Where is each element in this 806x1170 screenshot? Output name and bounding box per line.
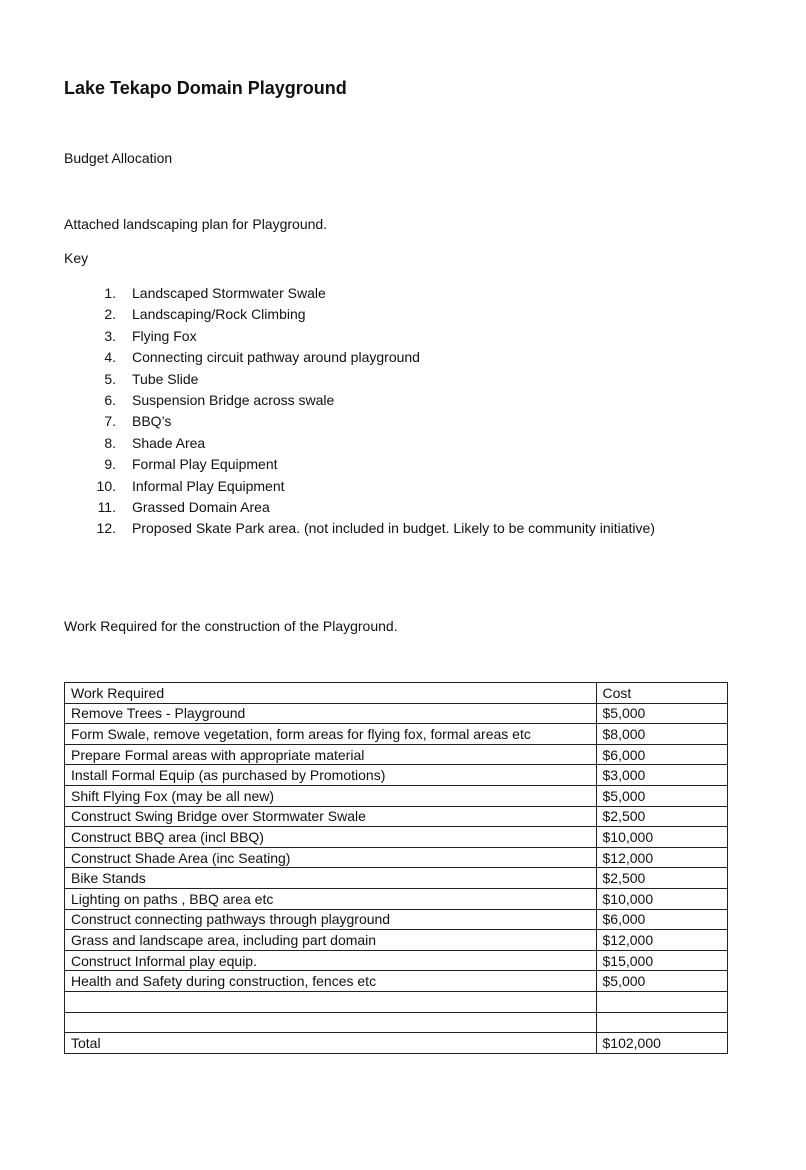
key-item-number: 8. [104,434,116,451]
table-row [65,909,728,930]
cost-cell: $15,000 [596,950,727,971]
key-item [86,497,655,518]
work-cell: Construct BBQ area (incl BBQ) [65,827,597,848]
key-item [86,411,655,432]
key-list [86,283,655,540]
cost-cell: $6,000 [596,744,727,765]
key-item-number: 1. [104,285,116,301]
key-item [86,326,655,347]
header-work-required: Work Required [65,683,597,704]
key-item-text: Flying Fox [132,327,197,344]
work-cell: Construct Swing Bridge over Stormwater Swale [65,806,597,827]
header-cost: Cost [596,683,727,704]
key-item-text: Landscaping/Rock Climbing [132,306,306,323]
key-item-number: 12. [96,520,116,537]
table-row [65,930,728,951]
cost-cell: $12,000 [596,847,727,868]
key-item [86,476,655,497]
work-cell: Lighting on paths , BBQ area etc [65,888,597,909]
table-row [65,765,728,786]
cost-cell: $3,000 [596,765,727,786]
table-row [65,744,728,765]
work-required-heading: Work Required for the construction of the Playground. [64,618,398,634]
empty-cell [65,1012,597,1033]
key-item-text: Informal Play Equipment [132,477,285,494]
total-row [65,1033,728,1054]
cost-cell: $2,500 [596,868,727,889]
cost-cell: $6,000 [596,909,727,930]
key-item-text: Landscaped Stormwater Swale [132,285,326,301]
key-item [86,347,655,368]
cost-cell: $10,000 [596,827,727,848]
attached-plan-note: Attached landscaping plan for Playground. [64,216,328,232]
work-cell: Construct connecting pathways through playground [65,909,597,930]
key-item-number: 5. [104,370,116,387]
key-item [86,518,655,539]
cost-cell: $2,500 [596,806,727,827]
table-row [65,950,728,971]
work-cell: Shift Flying Fox (may be all new) [65,785,597,806]
cost-cell: $12,000 [596,930,727,951]
work-cell: Construct Shade Area (inc Seating) [65,847,597,868]
key-item [86,304,655,325]
key-item-number: 3. [104,327,116,344]
key-item-number: 9. [104,456,116,473]
key-item-number: 4. [104,349,116,366]
key-item-number: 10. [96,477,116,494]
table-row [65,868,728,889]
document-title: Lake Tekapo Domain Playground [64,78,347,98]
work-cell: Construct Informal play equip. [65,950,597,971]
work-cell: Health and Safety during construction, fences etc [65,971,597,992]
key-item [86,369,655,390]
empty-cell [596,1012,727,1033]
cost-cell: $10,000 [596,888,727,909]
key-item-number: 7. [104,413,116,430]
table-row [65,785,728,806]
key-item-text: BBQ’s [132,413,172,430]
table-row [65,827,728,848]
key-item-text: Connecting circuit pathway around playground [132,349,420,366]
key-item-text: Formal Play Equipment [132,456,278,473]
key-item [86,390,655,411]
empty-row [65,991,728,1012]
key-item [86,433,655,454]
work-cell: Install Formal Equip (as purchased by Promotions) [65,765,597,786]
cost-cell: $8,000 [596,724,727,745]
table-row [65,847,728,868]
total-cost: $102,000 [596,1033,727,1054]
key-item [86,283,655,304]
empty-row [65,1012,728,1033]
cost-cell: $5,000 [596,971,727,992]
work-cell: Prepare Formal areas with appropriate material [65,744,597,765]
table-row [65,806,728,827]
table-header-row [65,683,728,704]
key-label: Key [64,250,89,266]
key-item-number: 11. [97,498,116,515]
work-cell: Remove Trees - Playground [65,703,597,724]
work-cell: Grass and landscape area, including part domain [65,930,597,951]
cost-cell: $5,000 [596,703,727,724]
key-item [86,454,655,475]
table-row [65,703,728,724]
table-row [65,724,728,745]
key-item-text: Suspension Bridge across swale [132,391,335,408]
table-row [65,888,728,909]
key-item-text: Shade Area [132,434,206,451]
cost-cell: $5,000 [596,785,727,806]
key-item-text: Tube Slide [132,370,199,387]
total-label: Total [65,1033,597,1054]
work-cell: Bike Stands [65,868,597,889]
budget-allocation-heading: Budget Allocation [64,150,173,166]
key-item-number: 6. [104,391,116,408]
key-item-number: 2. [104,306,116,323]
empty-cell [596,991,727,1012]
empty-cell [65,991,597,1012]
table-row [65,971,728,992]
key-item-text: Grassed Domain Area [132,498,270,515]
key-item-text: Proposed Skate Park area. (not included in budget. Likely to be community initiative) [132,520,655,537]
work-cost-table [64,682,728,1054]
work-cell: Form Swale, remove vegetation, form areas for flying fox, formal areas etc [65,724,597,745]
